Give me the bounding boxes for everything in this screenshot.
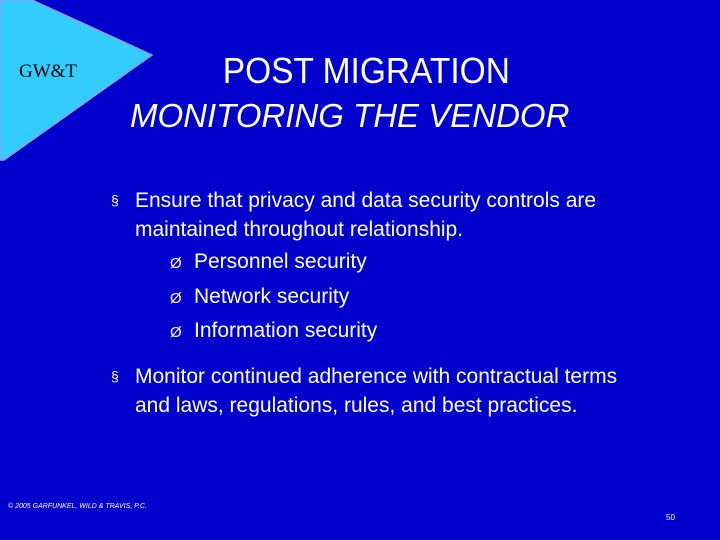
bullet-marker: § [111, 368, 119, 384]
sub-bullet-marker: Ø [170, 255, 182, 272]
slide-title-text: POST MIGRATION [222, 50, 510, 91]
sub-bullet-text: Network security [194, 285, 350, 308]
sub-bullet-text: Information security [194, 319, 378, 342]
bullet-text: Monitor continued adherence with contractual terms and laws, regulations, rules, and best practices. [135, 365, 618, 417]
sub-bullet-item [170, 247, 367, 279]
sub-bullet-item [170, 316, 377, 348]
slide-title [0, 50, 720, 92]
bullet-marker: § [111, 192, 119, 208]
logo-text: GW&T [19, 61, 78, 82]
sub-bullet-marker: Ø [170, 324, 182, 341]
slide-subtitle: MONITORING THE VENDOR [130, 97, 570, 134]
copyright-footer: © 2005 GARFUNKEL, WILD & TRAVIS, P.C. [8, 503, 147, 510]
sub-bullet-item [170, 282, 349, 314]
sub-bullet-marker: Ø [170, 290, 182, 307]
page-number: 50 [666, 513, 675, 522]
sub-bullet-text: Personnel security [194, 250, 367, 273]
bullet-text: Ensure that privacy and data security controls are maintained throughout relationship. [135, 189, 597, 241]
